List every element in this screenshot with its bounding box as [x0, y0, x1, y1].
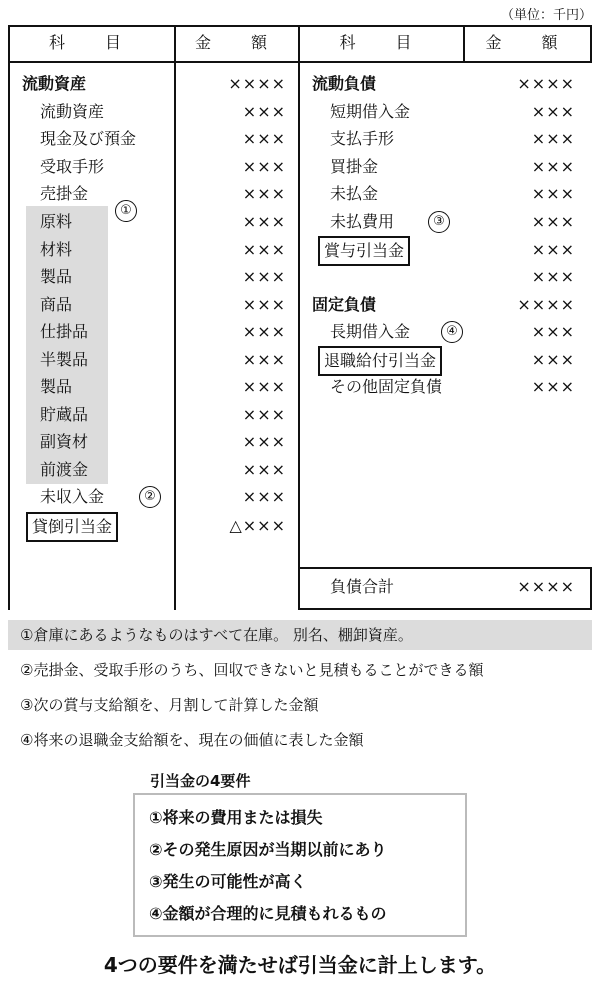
note-item: ①倉庫にあるようなものはすべて在庫。 別名、棚卸資産。 — [8, 620, 592, 650]
total-divider — [298, 567, 592, 569]
asset-label: 未収入金 — [40, 487, 105, 506]
note-item: ②売掛金、受取手形のうち、回収できないと見積もることができる額 — [20, 661, 484, 679]
liability-label: 未払費用 — [330, 212, 395, 231]
retirement-allowance-label: 退職給付引当金 — [318, 346, 442, 376]
asset-label: 製品 — [40, 267, 73, 286]
header-left-amount: 金 額 — [194, 33, 279, 52]
column-divider — [298, 25, 300, 610]
current-liabilities-value: ×××× — [517, 74, 575, 93]
liability-value: ××× — [531, 129, 575, 148]
table-right-border — [590, 567, 592, 610]
asset-value: ××× — [242, 184, 286, 203]
liability-value: ××× — [531, 350, 575, 369]
marker-2: ② — [139, 486, 161, 508]
asset-value: ××× — [242, 350, 286, 369]
liability-label: 未払金 — [330, 184, 379, 203]
asset-label: 製品 — [40, 377, 73, 396]
assets-heading: 流動資産 — [22, 74, 87, 93]
liability-label: 支払手形 — [330, 129, 395, 148]
asset-label: 受取手形 — [40, 157, 105, 176]
table-right-border — [590, 25, 592, 61]
asset-value: ××× — [242, 240, 286, 259]
asset-label: 売掛金 — [40, 184, 89, 203]
asset-label: 材料 — [40, 240, 73, 259]
requirement-item: ②その発生原因が当期以前にあり — [149, 840, 387, 859]
asset-label: 副資材 — [40, 432, 89, 451]
asset-label: 前渡金 — [40, 460, 89, 479]
requirement-item: ④金額が合理的に見積もれるもの — [149, 904, 387, 923]
table-left-border — [8, 25, 10, 610]
asset-value: ××× — [242, 322, 286, 341]
asset-value: ××× — [242, 487, 286, 506]
requirement-item: ①将来の費用または損失 — [149, 808, 323, 827]
liability-value: ××× — [531, 322, 575, 341]
bad-debt-allowance-label: 貸倒引当金 — [26, 512, 118, 542]
asset-label: 仕掛品 — [40, 322, 89, 341]
current-liabilities-heading: 流動負債 — [312, 74, 377, 93]
header-left-item: 科 目 — [48, 33, 133, 52]
bonus-allowance-label: 賞与引当金 — [318, 236, 410, 266]
liability-value: ××× — [531, 102, 575, 121]
note-item: ③次の賞与支給額を、月割して計算した金額 — [20, 696, 319, 714]
header-right-amount: 金 額 — [485, 33, 570, 52]
asset-label: 現金及び預金 — [40, 129, 137, 148]
total-liabilities-label: 負債合計 — [330, 577, 395, 596]
fixed-liabilities-value: ×××× — [517, 295, 575, 314]
liability-value: ××× — [531, 184, 575, 203]
liability-value: ××× — [531, 240, 575, 259]
asset-value: ××× — [242, 212, 286, 231]
liability-value: ××× — [531, 267, 575, 286]
asset-value: ××× — [242, 405, 286, 424]
total-liabilities-value: ×××× — [517, 577, 575, 596]
liability-label: 長期借入金 — [330, 322, 411, 341]
asset-label: 貯蔵品 — [40, 405, 89, 424]
liability-value: ××× — [531, 157, 575, 176]
requirements-title: 引当金の4要件 — [150, 772, 251, 790]
asset-value: ××× — [242, 460, 286, 479]
asset-value: ××× — [242, 129, 286, 148]
balance-sheet-table — [8, 25, 592, 610]
asset-value: △××× — [229, 516, 286, 535]
footer-statement: 4つの要件を満たせば引当金に計上します。 — [103, 953, 497, 977]
asset-label: 半製品 — [40, 350, 89, 369]
liability-label: その他固定負債 — [330, 377, 443, 396]
asset-label: 商品 — [40, 295, 73, 314]
liability-label: 買掛金 — [330, 157, 379, 176]
unit-label: （単位：千円） — [500, 8, 592, 23]
requirements-box — [133, 793, 467, 937]
liability-label: 短期借入金 — [330, 102, 411, 121]
marker-4: ④ — [441, 321, 463, 343]
asset-label: 流動資産 — [40, 102, 105, 121]
notes-list — [8, 620, 592, 760]
note-item: ④将来の退職金支給額を、現在の価値に表した金額 — [20, 731, 364, 749]
marker-1: ① — [115, 200, 137, 222]
asset-label: 原料 — [40, 212, 73, 231]
asset-value: ××× — [242, 267, 286, 286]
liability-value: ××× — [531, 377, 575, 396]
asset-value: ××× — [242, 295, 286, 314]
assets-heading-value: ×××× — [228, 74, 286, 93]
liability-value: ××× — [531, 212, 575, 231]
header-right-item: 科 目 — [339, 33, 424, 52]
table-bottom-border — [298, 608, 592, 610]
asset-value: ××× — [242, 377, 286, 396]
marker-3: ③ — [428, 211, 450, 233]
asset-value: ××× — [242, 432, 286, 451]
asset-value: ××× — [242, 102, 286, 121]
requirement-item: ③発生の可能性が高く — [149, 872, 307, 891]
header-divider — [8, 61, 592, 63]
fixed-liabilities-heading: 固定負債 — [312, 295, 377, 314]
asset-value: ××× — [242, 157, 286, 176]
